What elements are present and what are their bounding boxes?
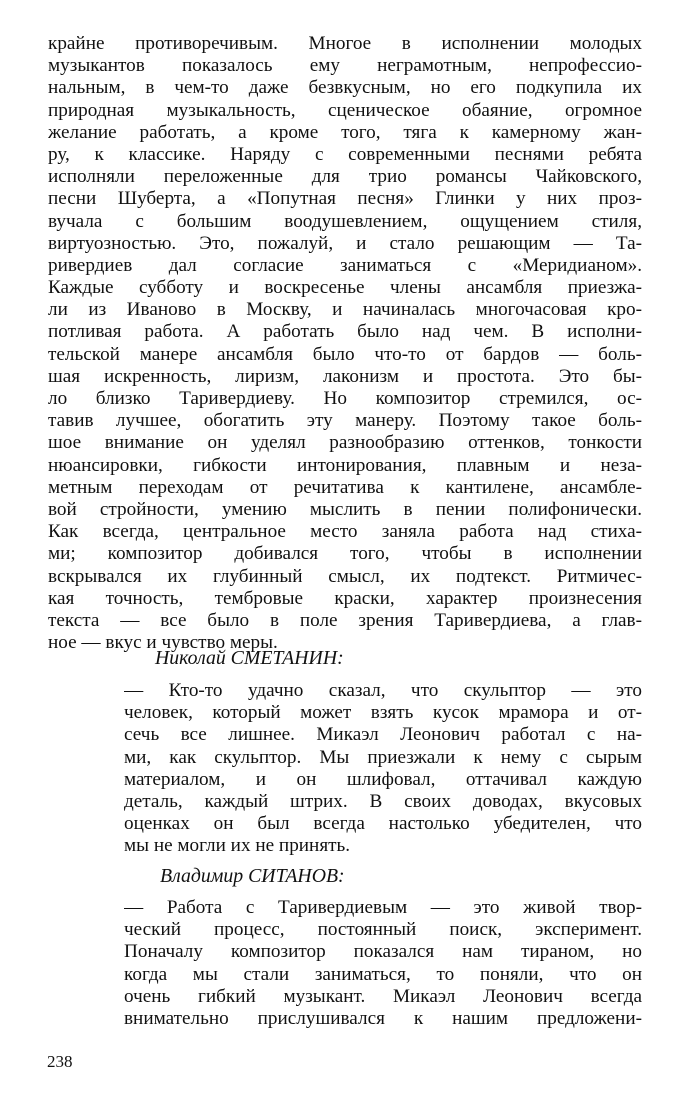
text-line: материалом, и он шлифовал, оттачивал каждую xyxy=(124,768,642,790)
text-line: музыкантов показалось ему неграмотным, непрофессио- xyxy=(48,55,642,77)
text-line: нальным, в чем-то даже безвкусным, но его подкупила их xyxy=(48,77,642,99)
text-line: шое внимание он уделял разнообразию оттенков, тонкости xyxy=(48,432,642,454)
text-line: деталь, каждый штрих. В своих доводах, вкусовых xyxy=(124,790,642,812)
page-number: 238 xyxy=(47,1052,73,1071)
text-line: песни Шуберта, а «Попутная песня» Глинки у них проз- xyxy=(48,188,642,210)
text-line: нюансировки, гибкости интонирования, плавным и неза- xyxy=(48,454,642,476)
text-line: Каждые субботу и воскресенье члены ансамбля приезжа- xyxy=(48,277,642,299)
text-line: — Кто-то удачно сказал, что скульптор — это xyxy=(124,680,642,701)
text-line: ное — вкус и чувство меры. xyxy=(48,632,278,654)
text-line: ру, к классике. Наряду с современными песнями ребята xyxy=(48,143,642,165)
text-line: виртуозностью. Это, пожалуй, и стало решающим — Та- xyxy=(48,232,642,254)
text-line: крайне противоречивым. Многое в исполнении молодых xyxy=(48,33,642,54)
text-line: шая искренность, лиризм, лаконизм и простота. Это бы- xyxy=(48,365,642,387)
text-line: кая точность, тембровые краски, характер произнесения xyxy=(48,587,642,609)
text-line: внимательно прислушивался к нашим предложени- xyxy=(124,1007,642,1029)
text-line: оценках он был всегда настолько убедителен, что xyxy=(124,813,642,835)
text-line: текста — все было в поле зрения Таривердиева, а глав- xyxy=(48,609,642,631)
body-text xyxy=(48,33,642,654)
speaker-name-sitanov: Владимир СИТАНОВ: xyxy=(160,865,345,887)
speaker-name-smetanin: Николай СМЕТАНИН: xyxy=(155,647,344,669)
text-line: человек, который может взять кусок мрамора и от- xyxy=(124,702,642,724)
text-line: мы не могли их не принять. xyxy=(124,835,351,857)
text-line: тельской манере ансамбля было что-то от бардов — боль- xyxy=(48,343,642,365)
text-line: — Работа с Таривердиевым — это живой твор- xyxy=(124,897,642,918)
text-line: Как всегда, центральное место заняла работа над стиха- xyxy=(48,521,642,543)
text-line: вскрывался их глубинный смысл, их подтекст. Ритмичес- xyxy=(48,565,642,587)
text-line: ли из Иваново в Москву, и начиналась многочасовая кро- xyxy=(48,299,642,321)
text-line: сечь все лишнее. Микаэл Леонович работал с на- xyxy=(124,724,642,746)
text-line: очень гибкий музыкант. Микаэл Леонович всегда xyxy=(124,985,642,1007)
text-line: тавив лучшее, обогатить эту манеру. Поэтому такое боль- xyxy=(48,410,642,432)
quote-smetanin xyxy=(124,680,642,858)
text-line: когда мы стали заниматься, то поняли, что он xyxy=(124,963,642,985)
text-line: желание работать, а кроме того, тяга к камерному жан- xyxy=(48,121,642,143)
text-line: ми, как скульптор. Мы приезжали к нему с сырым xyxy=(124,746,642,768)
text-line: исполняли переложенные для трио романсы Чайковского, xyxy=(48,166,642,188)
quote-sitanov xyxy=(124,897,642,1030)
text-line: вучала с большим воодушевлением, ощущением стиля, xyxy=(48,210,642,232)
text-line: ло близко Таривердиеву. Но композитор стремился, ос- xyxy=(48,388,642,409)
text-line: природная музыкальность, сценическое обаяние, огромное xyxy=(48,99,642,121)
text-line: потливая работа. А работать было над чем. В исполни- xyxy=(48,321,642,343)
text-line: вой стройности, умению мыслить в пении полифонически. xyxy=(48,498,642,520)
text-line: Поначалу композитор показался нам тираном, но xyxy=(124,941,642,963)
text-line: ривердиев дал согласие заниматься с «Меридианом». xyxy=(48,254,642,276)
text-line: ми; композитор добивался того, чтобы в исполнении xyxy=(48,543,642,565)
text-line: метным переходам от речитатива к кантилене, ансамбле- xyxy=(48,476,642,498)
text-line: ческий процесс, постоянный поиск, эксперимент. xyxy=(124,919,642,941)
